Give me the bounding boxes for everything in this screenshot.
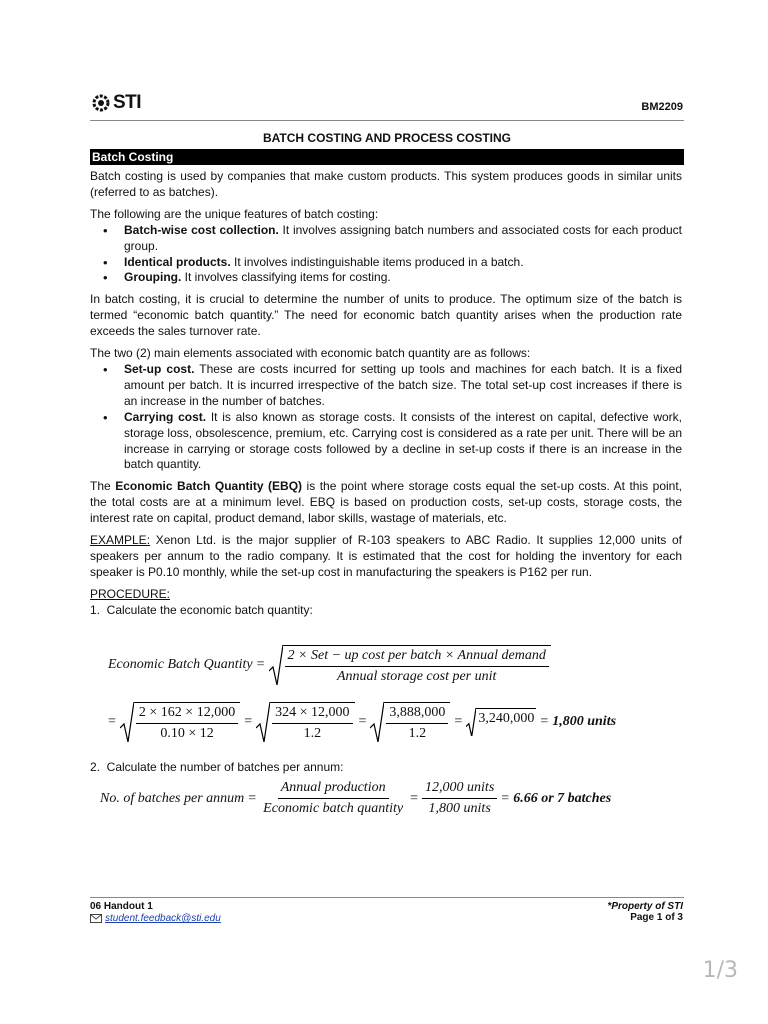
intro-paragraph: Batch costing is used by companies that make custom products. This system produces goods in similar units (referred to as batches). (90, 169, 682, 199)
document-body (90, 169, 682, 625)
sqrt-sign (370, 702, 450, 742)
list-item (90, 410, 682, 474)
element-text: These are costs incurred for setting up tools and machines for each batch. It is a fixed amount per batch. It is incurred irrespective of the batch size. The total set-up cost increases if there is an increase in the number of batches. (124, 361, 683, 408)
batches-denominator-1: Economic batch quantity (263, 801, 404, 816)
formula-ebq-calculation (108, 702, 616, 742)
sqrt-sign (269, 645, 551, 685)
property-label: *Property of STI (607, 901, 683, 912)
formula-ebq-lhs: Economic Batch Quantity (108, 657, 253, 672)
batches-numerator-2: 12,000 units (422, 780, 497, 799)
procedure-label: PROCEDURE: (90, 586, 171, 601)
formula-ebq-denominator: Annual storage cost per unit (336, 669, 497, 684)
feature-term: Grouping. (124, 270, 182, 285)
handout-label: 06 Handout 1 (90, 901, 153, 912)
ebq-intro-paragraph: In batch costing, it is crucial to determine the number of units to produce. The optimum size of the batch is termed “economic batch quantity.” The need for economic batch quantity arises when the production rate exceeds the sales turnover rate. (90, 292, 682, 339)
batches-denominator-2: 1,800 units (428, 801, 491, 816)
logo-text: STI (113, 92, 142, 113)
formula-ebq (108, 645, 551, 685)
calc-numerator-1: 2 × 162 × 12,000 (136, 705, 238, 724)
example-paragraph (90, 533, 682, 581)
ebq-def-post: is the point where storage costs equal the set-up costs. At this point, the total costs are at a minimum level. EBQ is based on production costs, set-up costs, storage costs, the interest rate on capital, product demand, labor skills, wastage of materials, etc. (90, 479, 683, 526)
feature-term: Batch-wise cost collection. (124, 222, 279, 237)
elements-list (90, 362, 682, 473)
equals-sign: = (244, 714, 253, 729)
feedback-email-link[interactable] (90, 913, 221, 924)
equals-sign: = (256, 657, 265, 672)
equals-sign: = (410, 790, 419, 806)
features-list (90, 223, 682, 287)
formula-batches-lhs: No. of batches per annum (100, 790, 245, 806)
equals-sign: = (358, 714, 367, 729)
sqrt-sign (120, 702, 240, 742)
list-item (90, 362, 682, 410)
page-label: Page 1 of 3 (630, 912, 683, 923)
sqrt-value: 3,240,000 (476, 708, 536, 737)
example-text: Xenon Ltd. is the major supplier of R-103 speakers to ABC Radio. It supplies 12,000 units of speakers per annum to the radio company. It is estimated that the cost for holding the inventory for each speaker is P0.10 monthly, while the set-up cost in manufacturing the speakers is P162 per run. (90, 533, 682, 579)
element-term: Set-up cost. (124, 361, 195, 376)
features-lead: The following are the unique features of batch costing: (90, 206, 379, 221)
footer-right (607, 901, 683, 923)
equals-sign: = (454, 714, 463, 729)
list-item (90, 270, 682, 286)
sti-gear-icon (90, 93, 112, 113)
feature-text: It involves classifying items for costing. (181, 270, 391, 285)
example-label: EXAMPLE: (90, 533, 151, 548)
batches-result: 6.66 or 7 batches (513, 790, 612, 806)
header-divider (90, 120, 684, 121)
ebq-def-term: Economic Batch Quantity (EBQ) (115, 479, 303, 494)
ebq-def-pre: The (90, 479, 116, 494)
footer-divider (90, 897, 684, 898)
calc-denominator-2: 1.2 (303, 726, 322, 741)
equals-sign: = (248, 790, 257, 806)
equals-sign: = (108, 714, 116, 729)
envelope-icon (90, 914, 102, 923)
sqrt-sign (256, 702, 354, 742)
document-title: BATCH COSTING AND PROCESS COSTING (262, 131, 511, 145)
feature-term: Identical products. (124, 254, 231, 269)
calc-numerator-3: 3,888,000 (386, 705, 448, 724)
feature-text: It involves assigning batch numbers and associated costs for each product group. (124, 222, 683, 253)
feature-text: It involves indistinguishable items produced in a batch. (230, 254, 524, 269)
elements-lead: The two (2) main elements associated with economic batch quantity are as follows: (90, 346, 531, 361)
list-item (90, 255, 682, 271)
ebq-definition (90, 479, 682, 527)
course-code: BM2209 (641, 101, 683, 113)
batches-numerator-1: Annual production (278, 780, 389, 799)
ebq-result: 1,800 units (552, 714, 617, 729)
list-item (90, 223, 682, 255)
sqrt-sign (466, 708, 536, 737)
calc-denominator-3: 1.2 (408, 726, 427, 741)
calc-numerator-2: 324 × 12,000 (272, 705, 352, 724)
sti-logo (90, 92, 141, 114)
step-1: 1. Calculate the economic batch quantity: (90, 602, 313, 617)
email-text: student.feedback@sti.edu (105, 913, 221, 924)
footer-left (90, 901, 221, 924)
element-text: It is also known as storage costs. It consists of the interest on capital, defective work, storage loss, obsolescence, premium, etc. Carrying cost is considered as a rate per unit. There will be an increase in carrying or storage costs followed by a decline in set-up costs if there is an increase in the batch quantity. (124, 409, 682, 472)
calc-denominator-1: 0.10 × 12 (160, 726, 214, 741)
equals-sign: = (501, 790, 510, 806)
section-heading: Batch Costing (90, 149, 684, 165)
viewer-page-indicator: 1/3 (702, 958, 738, 983)
equals-sign: = (540, 714, 549, 729)
formula-batches (100, 780, 611, 817)
formula-ebq-numerator: 2 × Set − up cost per batch × Annual demand (285, 648, 549, 667)
step-2: 2. Calculate the number of batches per annum: (90, 760, 344, 774)
element-term: Carrying cost. (124, 409, 207, 424)
